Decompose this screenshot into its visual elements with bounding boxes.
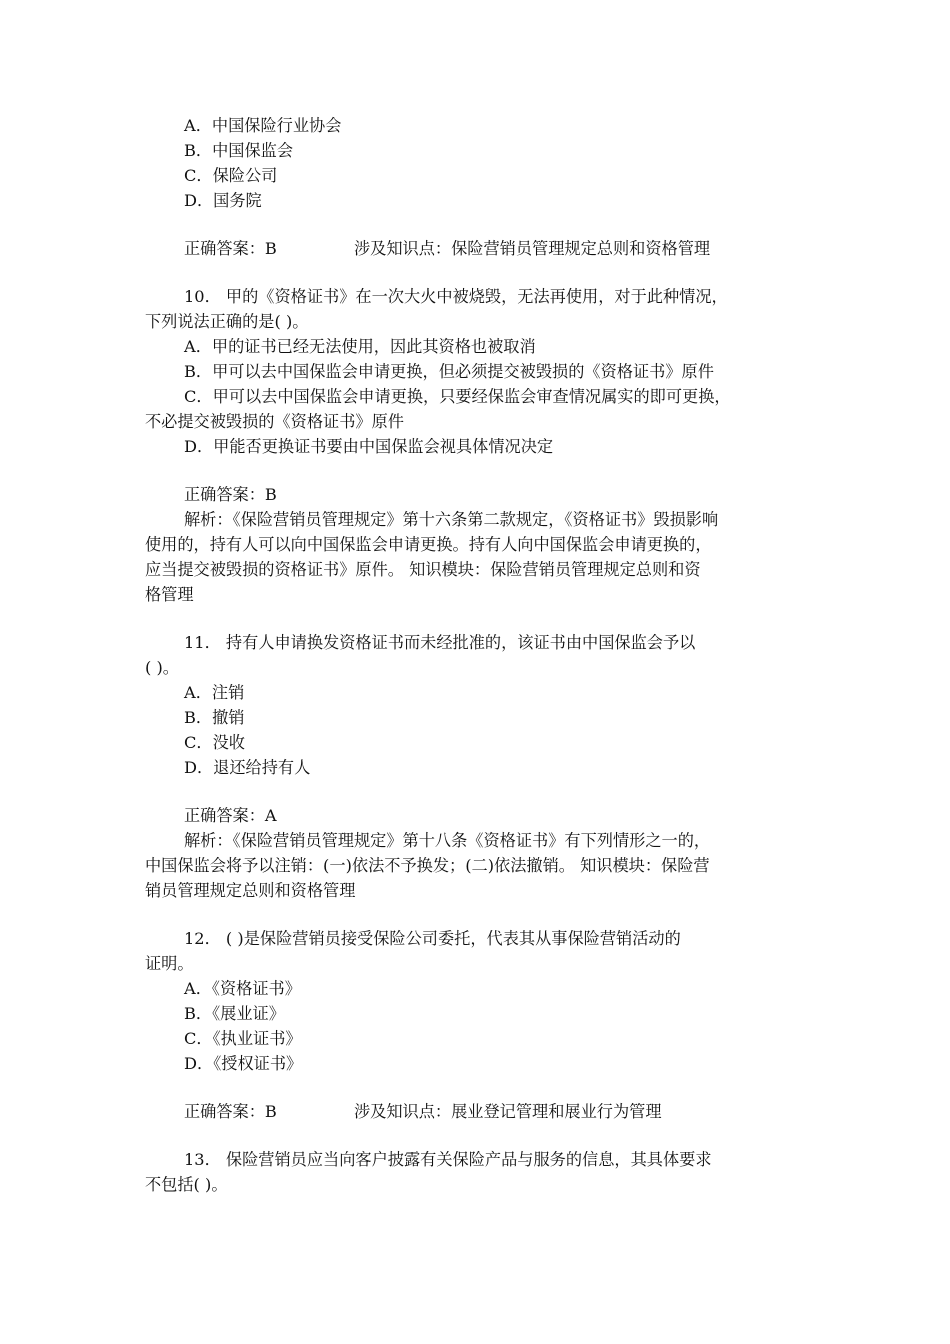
q13-stem-line2: 不包括( )。 — [145, 1175, 228, 1194]
prev-option-b: B．中国保监会 — [184, 141, 294, 160]
q12-answer-row — [145, 1099, 810, 1124]
q10-option-c-line1: C．甲可以去中国保监会申请更换，只要经保监会审查情况属实的即可更换， — [184, 387, 731, 406]
q10-stem-line1: 10． 甲的《资格证书》在一次大火中被烧毁，无法再使用，对于此种情况， — [184, 287, 728, 306]
q11-analysis-line1: 解析：《保险营销员管理规定》第十八条《资格证书》有下列情形之一的， — [184, 831, 711, 850]
q11-stem-line1: 11． 持有人申请换发资格证书而未经批准的，该证书由中国保监会予以 — [184, 633, 696, 652]
q11-option-d: D．退还给持有人 — [184, 758, 311, 777]
q11-stem-line2: ( )。 — [145, 658, 179, 677]
q13-stem-line1: 13． 保险营销员应当向客户披露有关保险产品与服务的信息，其具体要求 — [184, 1150, 712, 1169]
q12-option-c: C．《执业证书》 — [184, 1029, 302, 1048]
q11-answer: 正确答案：A — [184, 806, 277, 825]
question-content — [145, 113, 810, 1197]
q10-stem-line2: 下列说法正确的是( )。 — [145, 312, 309, 331]
q11-option-b: B．撤销 — [184, 708, 245, 727]
prev-knowledge: 涉及知识点：保险营销员管理规定总则和资格管理 — [354, 239, 711, 258]
q11-analysis-line3: 销员管理规定总则和资格管理 — [145, 881, 356, 900]
q11-option-c: C．没收 — [184, 733, 245, 752]
q10-analysis-line3: 应当提交被毁损的资格证书》原件。 知识模块：保险营销员管理规定总则和资 — [145, 560, 701, 579]
q10-option-c-line2: 不必提交被毁损的《资格证书》原件 — [145, 412, 404, 431]
prev-answer-row — [145, 236, 810, 261]
prev-option-a: A．中国保险行业协会 — [184, 116, 342, 135]
q12-option-d: D．《授权证书》 — [184, 1054, 303, 1073]
q12-option-b: B．《展业证》 — [184, 1004, 285, 1023]
q12-knowledge: 涉及知识点：展业登记管理和展业行为管理 — [354, 1102, 662, 1121]
q12-option-a: A．《资格证书》 — [184, 979, 301, 998]
q12-stem-line1: 12． ( )是保险营销员接受保险公司委托，代表其从事保险营销活动的 — [184, 929, 681, 948]
q12-stem-line2: 证明。 — [145, 954, 194, 973]
prev-answer: 正确答案：B — [184, 239, 277, 258]
q10-option-a: A．甲的证书已经无法使用，因此其资格也被取消 — [184, 337, 536, 356]
q10-option-b: B．甲可以去中国保监会申请更换，但必须提交被毁损的《资格证书》原件 — [184, 362, 714, 381]
prev-option-c: C．保险公司 — [184, 166, 278, 185]
q10-answer: 正确答案：B — [184, 485, 277, 504]
q12-answer: 正确答案：B — [184, 1102, 277, 1121]
q10-analysis-line1: 解析：《保险营销员管理规定》第十六条第二款规定，《资格证书》毁损影响 — [184, 510, 719, 529]
q10-analysis-line2: 使用的，持有人可以向中国保监会申请更换。持有人向中国保监会申请更换的， — [145, 535, 712, 554]
q10-option-d: D．甲能否更换证书要由中国保监会视具体情况决定 — [184, 437, 554, 456]
prev-option-d: D．国务院 — [184, 191, 262, 210]
q10-analysis-line4: 格管理 — [145, 585, 194, 604]
q11-option-a: A．注销 — [184, 683, 245, 702]
q11-analysis-line2: 中国保监会将予以注销：(一)依法不予换发；(二)依法撤销。 知识模块：保险营 — [145, 856, 710, 875]
